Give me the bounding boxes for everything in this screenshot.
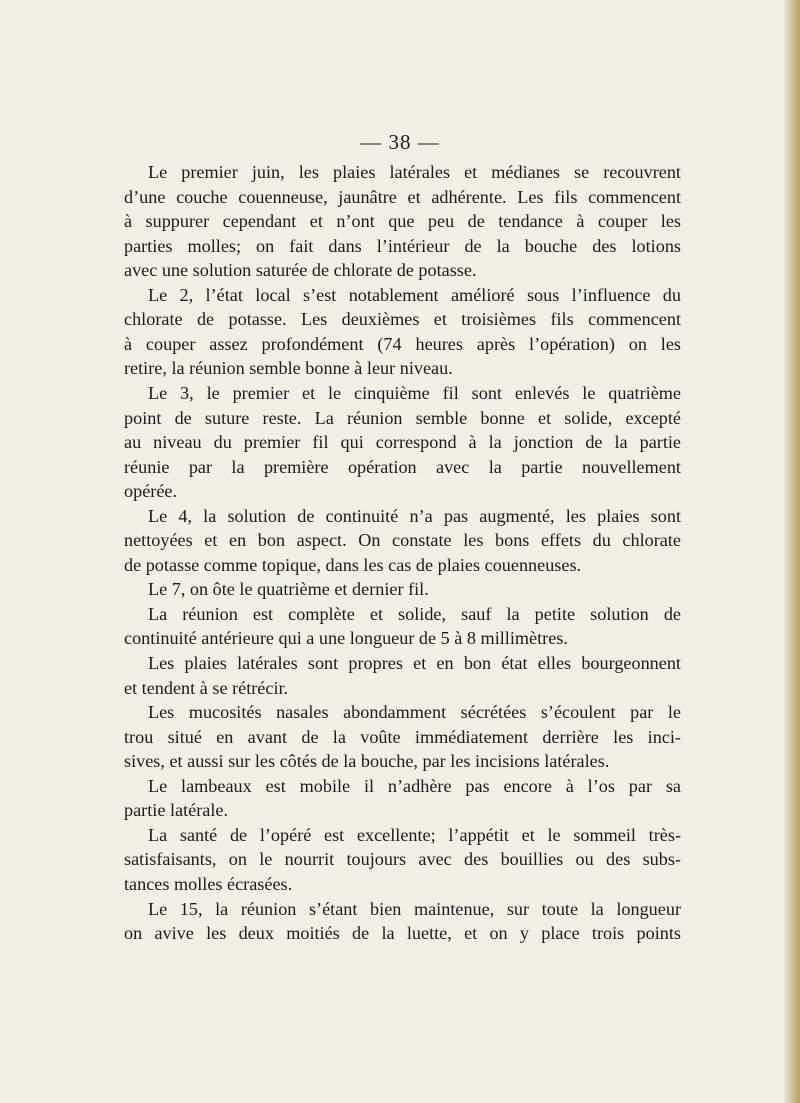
text-line: continuité antérieure qui a une longueur de 5 à 8 millimètres. xyxy=(124,628,568,649)
text-line: partie latérale. xyxy=(124,800,229,821)
text-line: tances molles écrasées. xyxy=(124,873,293,894)
text-line: Le 3, le premier et le cinquième fil sont enlevés le quatrième xyxy=(148,382,681,403)
text-line: La réunion est complète et solide, sauf la petite solution de xyxy=(148,603,681,624)
text-line: Le 4, la solution de continuité n’a pas augmenté, les plaies sont xyxy=(148,505,681,526)
text-line: Les mucosités nasales abondamment sécrétées s’écoulent par le xyxy=(148,702,681,723)
text-line: Le 15, la réunion s’étant bien maintenue, sur toute la longueur xyxy=(148,898,681,919)
text-line: retire, la réunion semble bonne à leur niveau. xyxy=(124,358,453,379)
text-line: au niveau du premier fil qui correspond à la jonction de la partie xyxy=(124,432,681,453)
text-line: Le 7, on ôte le quatrième et dernier fil. xyxy=(148,579,429,600)
text-line: satisfaisants, on le nourrit toujours avec des bouillies ou des subs- xyxy=(124,849,681,870)
text-line: nettoyées et en bon aspect. On constate les bons effets du chlorate xyxy=(124,530,681,551)
text-line: opérée. xyxy=(124,481,178,502)
text-line: réunie par la première opération avec la partie nouvellement xyxy=(124,456,681,477)
text-line: sives, et aussi sur les côtés de la bouche, par les incisions latérales. xyxy=(124,751,610,772)
text-line: de potasse comme topique, dans les cas de plaies couenneuses. xyxy=(124,554,582,575)
text-line: avec une solution saturée de chlorate de potasse. xyxy=(124,260,477,281)
text-line: et tendent à se rétrécir. xyxy=(124,677,289,698)
text-line: à couper assez profondément (74 heures après l’opération) on les xyxy=(124,333,681,354)
text-line: chlorate de potasse. Les deuxièmes et troisièmes fils commencent xyxy=(124,309,681,330)
text-line: d’une couche couenneuse, jaunâtre et adhérente. Les fils commencent xyxy=(124,186,681,207)
text-line: Le 2, l’état local s’est notablement amélioré sous l’influence du xyxy=(148,284,681,305)
text-line: Le premier juin, les plaies latérales et médianes se recouvrent xyxy=(148,162,681,182)
text-line: on avive les deux moitiés de la luette, et on y place trois points xyxy=(124,923,681,944)
text-line: à suppurer cependant et n’ont que peu de tendance à couper les xyxy=(124,211,681,232)
text-line: Le lambeaux est mobile il n’adhère pas encore à l’os par sa xyxy=(148,775,681,796)
text-line: parties molles; on fait dans l’intérieur de la bouche des lotions xyxy=(124,235,681,256)
text-line: La santé de l’opéré est excellente; l’appétit et le sommeil très- xyxy=(148,824,681,845)
page-number: — 38 — xyxy=(360,130,440,154)
text-line: point de suture reste. La réunion semble bonne et solide, excepté xyxy=(124,407,681,428)
page-binding-edge xyxy=(784,0,800,1103)
text-line: Les plaies latérales sont propres et en bon état elles bourgeonnent xyxy=(148,653,681,673)
text-line: trou situé en avant de la voûte immédiatement derrière les inci- xyxy=(124,726,681,747)
